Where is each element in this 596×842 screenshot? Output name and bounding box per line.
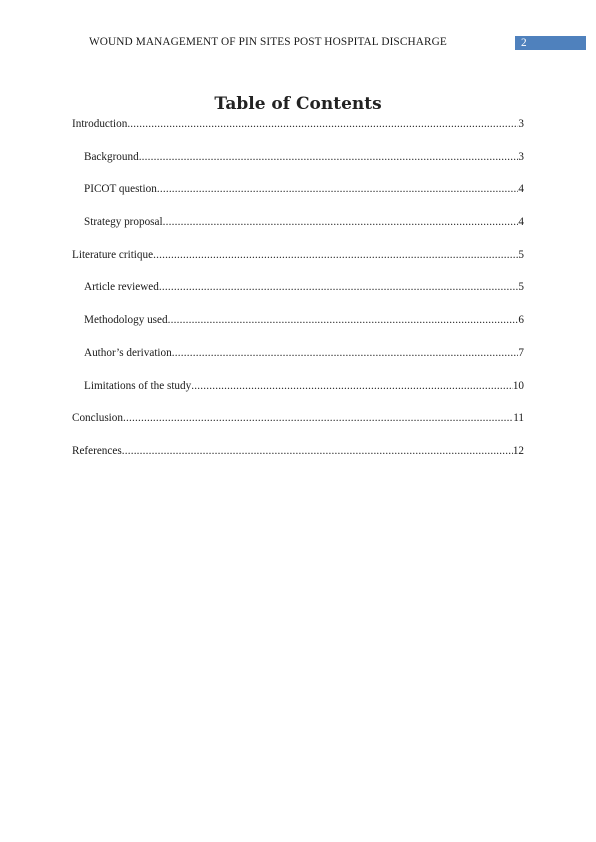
toc-entry-limitations-of-the-study[interactable]	[72, 378, 524, 411]
toc-dot-leader	[127, 116, 518, 132]
toc-dot-leader	[153, 247, 518, 263]
running-head: WOUND MANAGEMENT OF PIN SITES POST HOSPITAL DISCHARGE	[89, 36, 447, 48]
toc-dot-leader	[123, 410, 513, 426]
toc-dot-leader	[139, 149, 519, 165]
toc-dot-leader	[157, 181, 519, 197]
toc-entry-page: 5	[518, 248, 524, 261]
toc-entry-page: 6	[518, 314, 524, 327]
toc-dot-leader	[168, 312, 519, 328]
toc-entry-label: Background	[84, 150, 139, 163]
toc-entry-label: Introduction	[72, 118, 128, 130]
toc-entry-label: PICOT question	[84, 183, 157, 196]
toc-entry-page: 11	[513, 412, 524, 425]
toc-dot-leader	[191, 378, 513, 394]
toc-entry-page: 4	[518, 183, 524, 196]
toc-entry-background[interactable]	[72, 149, 524, 182]
toc-entry-article-reviewed[interactable]	[72, 279, 524, 312]
toc-entry-methodology-used[interactable]	[72, 312, 524, 345]
toc-entry-picot-question[interactable]	[72, 181, 524, 214]
toc-entry-page: 10	[512, 379, 524, 392]
toc-dot-leader	[122, 443, 513, 459]
toc-entry-references[interactable]	[72, 443, 524, 476]
toc-entry-label: References	[72, 444, 122, 457]
toc-dot-leader	[159, 279, 519, 295]
toc-entry-label: Strategy proposal	[84, 216, 163, 229]
toc-entry-introduction[interactable]	[72, 116, 524, 149]
toc-entry-page: 4	[518, 216, 524, 229]
toc-entry-label: Author’s derivation	[84, 346, 172, 359]
toc-list	[72, 116, 524, 476]
toc-entry-page: 12	[512, 444, 524, 457]
toc-entry-literature-critique[interactable]	[72, 247, 524, 280]
page-number-badge: 2	[515, 36, 586, 50]
toc-dot-leader	[172, 345, 519, 361]
toc-entry-label: Article reviewed	[84, 281, 159, 294]
toc-entry-page: 7	[518, 346, 524, 359]
toc-dot-leader	[163, 214, 519, 230]
toc-entry-page: 3	[518, 150, 524, 163]
toc-entry-label: Conclusion	[72, 412, 123, 425]
toc-entry-label: Limitations of the study	[84, 379, 192, 392]
toc-entry-label: Literature critique	[72, 248, 154, 261]
toc-title: Table of Contents	[214, 94, 382, 114]
toc-entry-page: 3	[518, 118, 524, 130]
toc-entry-authors-derivation[interactable]	[72, 345, 524, 378]
toc-entry-page: 5	[518, 281, 524, 294]
toc-entry-label: Methodology used	[84, 314, 168, 327]
toc-entry-conclusion[interactable]	[72, 410, 524, 443]
toc-entry-strategy-proposal[interactable]	[72, 214, 524, 247]
